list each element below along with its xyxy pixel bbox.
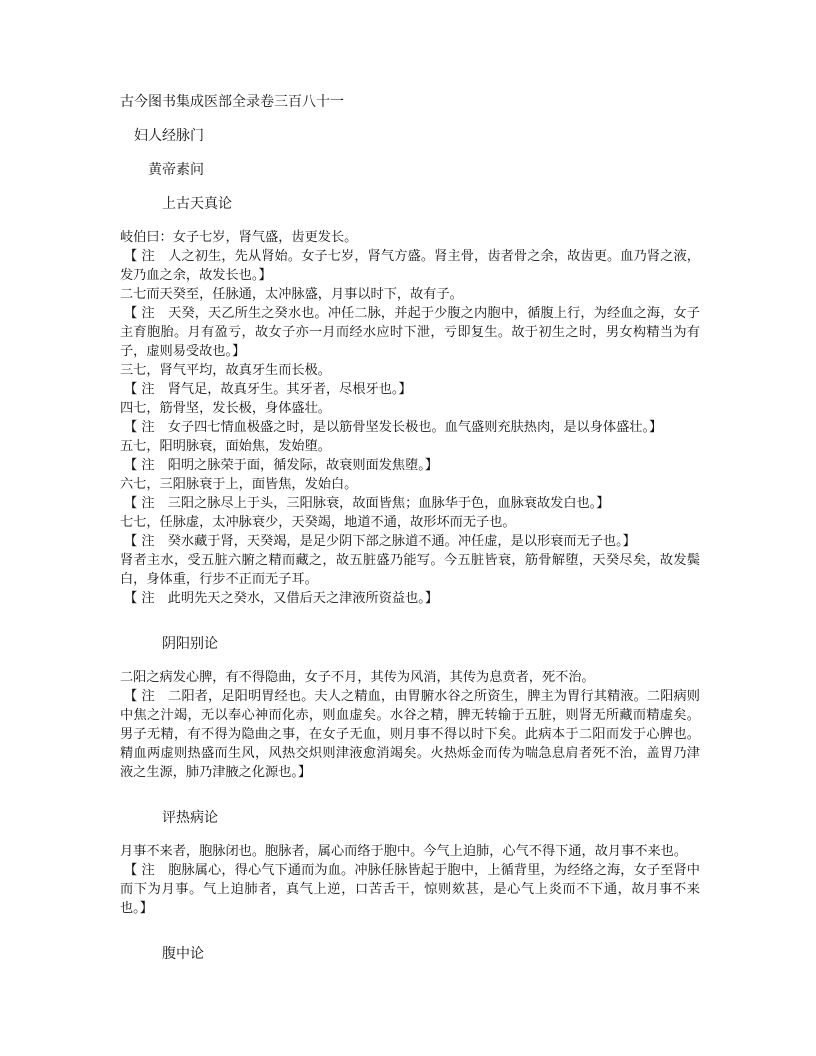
annotation-line: 【 注 此明先天之癸水，又借后天之津液所资益也。】 — [123, 591, 439, 606]
annotation-line: 【 注 癸水藏于肾，天癸竭，是足少阴下部之脉道不通。冲任虚，是以形衰而无子也。】 — [123, 534, 636, 549]
text-line: 二七而天癸至，任脉通，太冲脉盛，月事以时下，故有子。 — [120, 287, 463, 302]
text-line: 岐伯曰：女子七岁，肾气盛，齿更发长。 — [120, 230, 358, 245]
category-heading: 妇人经脉门 — [134, 128, 204, 144]
annotation-line: 【 注 二阳者，足阳明胃经也。夫人之精血，由胃腑水谷之所资生，脾主为胃行其精液。二阳病则中焦之汁竭，无以奉心神而化赤，则血虚矣。水谷之精，脾无转输于五脏，则肾无所藏而精虚矣。男子无精，有不得为隐曲之事，在女子无血，则月事不得以时下矣。此病本于二阳而发于心脾也。精血两虚则热盛而生风，风热交炽则津液愈消竭矣。火热烁金而传为喘急息肩者死不治，盖胃乃津液之生源，肺乃津腋之化源也。】 — [120, 689, 700, 780]
text-line: 五七，阳明脉衰，面始焦，发始堕。 — [120, 439, 331, 454]
document-page — [120, 92, 700, 978]
section-heading: 评热病论 — [162, 810, 218, 826]
annotation-line: 【 注 天癸，天乙所生之癸水也。冲任二脉，并起于少腹之内胞中，循腹上行，为经血之海，女子主育胞胎。月有盈亏，故女子亦一月而经水应时下泄，亏即复生。故于初生之时，男女构精当为有子，虚则易受故也。】 — [120, 306, 700, 359]
text-line: 三七，肾气平均，故真牙生而长极。 — [120, 363, 331, 378]
text-line: 二阳之病发心脾，有不得隐曲，女子不月，其传为风消，其传为息贲者，死不治。 — [120, 670, 595, 685]
book-heading: 黄帝素问 — [148, 162, 204, 178]
section-fuzhong — [120, 944, 700, 964]
section-heading: 腹中论 — [162, 946, 204, 962]
text-line: 七七，任脉虚，太冲脉衰少，天癸竭，地道不通，故形坏而无子也。 — [120, 515, 516, 530]
text-line: 肾者主水，受五脏六腑之精而藏之，故五脏盛乃能写。今五脏皆衰，筋骨解堕，天癸尽矣，故发鬓白，身体重，行步不正而无子耳。 — [120, 553, 700, 587]
section-heading: 阴阳别论 — [162, 636, 218, 652]
section-heading: 上古天真论 — [162, 196, 232, 212]
text-line: 月事不来者，胞脉闭也。胞脉者，属心而络于胞中。今气上迫肺，心气不得下通，故月事不来也。 — [120, 844, 688, 859]
annotation-line: 【 注 女子四七情血极盛之时，是以筋骨坚发长极也。血气盛则充肤热肉，是以身体盛壮。】 — [123, 420, 663, 435]
section-shanggu-tianzhen — [120, 194, 700, 608]
annotation-line: 【 注 胞脉属心，得心气下通而为血。冲脉任脉皆起于胞中，上循背里，为经络之海，女子至肾中而下为月事。气上迫肺者，真气上逆，口苦舌干，惊则欬甚，是心气上炎而不下通，故月事不来也。】 — [120, 863, 700, 916]
text-line: 六七，三阳脉衰于上，面皆焦，发始白。 — [120, 477, 358, 492]
section-yinyang-bie — [120, 634, 700, 782]
annotation-line: 【 注 阳明之脉荣于面，循发际，故衰则面发焦堕。】 — [123, 458, 439, 473]
annotation-line: 【 注 三阳之脉尽上于头，三阳脉衰，故面皆焦；血脉华于色，血脉衰故发白也。】 — [123, 496, 610, 511]
text-line: 四七，筋骨坚，发长极，身体盛壮。 — [120, 401, 331, 416]
annotation-line: 【 注 人之初生，先从肾始。女子七岁，肾气方盛。肾主骨，齿者骨之余，故齿更。血乃肾之液，发乃血之余，故发长也。】 — [120, 249, 700, 283]
section-pingre-bing — [120, 808, 700, 918]
document-title: 古今图书集成医部全录卷三百八十一 — [120, 94, 344, 110]
annotation-line: 【 注 肾气足，故真牙生。其牙者，尽根牙也。】 — [123, 382, 412, 397]
